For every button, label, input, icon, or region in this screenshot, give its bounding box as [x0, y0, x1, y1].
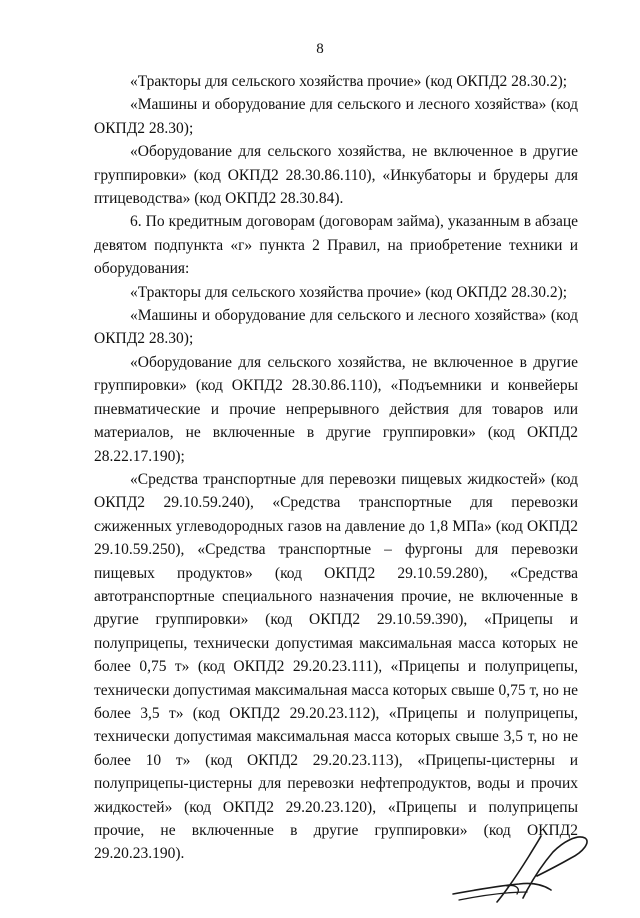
paragraph-6: «Машины и оборудование для сельского и лесного хозяйства» (код ОКПД2 28.30); — [94, 307, 578, 348]
paragraph-5: «Тракторы для сельского хозяйства прочие» (код ОКПД2 28.30.2); — [130, 283, 568, 301]
page-number: 8 — [316, 41, 324, 57]
handwritten-signature — [445, 820, 595, 915]
document-body — [94, 70, 578, 866]
paragraph-4: 6. По кредитным договорам (договорам займа), указанным в абзаце девятом подпункта «г» пункта 2 Правил, на приобретение техники и оборудования: — [94, 213, 578, 278]
paragraph-3: «Оборудование для сельского хозяйства, не включенное в другие группировки» (код ОКПД2 28.30.86.110), «Инкубаторы и брудеры для птицеводства» (код ОКПД2 28.30.84). — [94, 143, 578, 208]
paragraph-8: «Средства транспортные для перевозки пищевых жидкостей» (код ОКПД2 29.10.59.240), «Средства транспортные для перевозки сжиженных углеводородных газов на давление до 1,8 МПа» (код ОКПД2 29.10.59.250), «Средства транспортные – фургоны для перевозки пищевых продуктов» (код ОКПД2 29.10.59.280), «Средства автотранспортные специального назначения прочие, не включенные в другие группировки» (код ОКПД2 29.10.59.390), «Прицепы и полуприцепы, технически допустимая максимальная масса которых не более 0,75 т» (код ОКПД2 29.20.23.111), «Прицепы и полуприцепы, технически допустимая максимальная масса которых свыше 0,75 т, но не более 3,5 т» (код ОКПД2 29.20.23.112), «Прицепы и полуприцепы, технически допустимая максимальная масса которых свыше 3,5 т, но не более 10 т» (код ОКПД2 29.20.23.113), «Прицепы-цистерны и полуприцепы-цистерны для перевозки нефтепродуктов, воды и прочих жидкостей» (код ОКПД2 29.20.23.120), «Прицепы и полуприцепы прочие, не включенные в другие группировки» (код ОКПД2 29.20.23.190). — [94, 470, 578, 863]
paragraph-1: «Тракторы для сельского хозяйства прочие» (код ОКПД2 28.30.2); — [130, 73, 568, 90]
paragraph-7: «Оборудование для сельского хозяйства, не включенное в другие группировки» (код ОКПД2 28.30.86.110), «Подъемники и конвейеры пневматические и прочие непрерывного действия для товаров или материалов, не включенные в другие группировки» (код ОКПД2 28.22.17.190); — [94, 353, 578, 465]
paragraph-2: «Машины и оборудование для сельского и лесного хозяйства» (код ОКПД2 28.30); — [94, 96, 578, 137]
